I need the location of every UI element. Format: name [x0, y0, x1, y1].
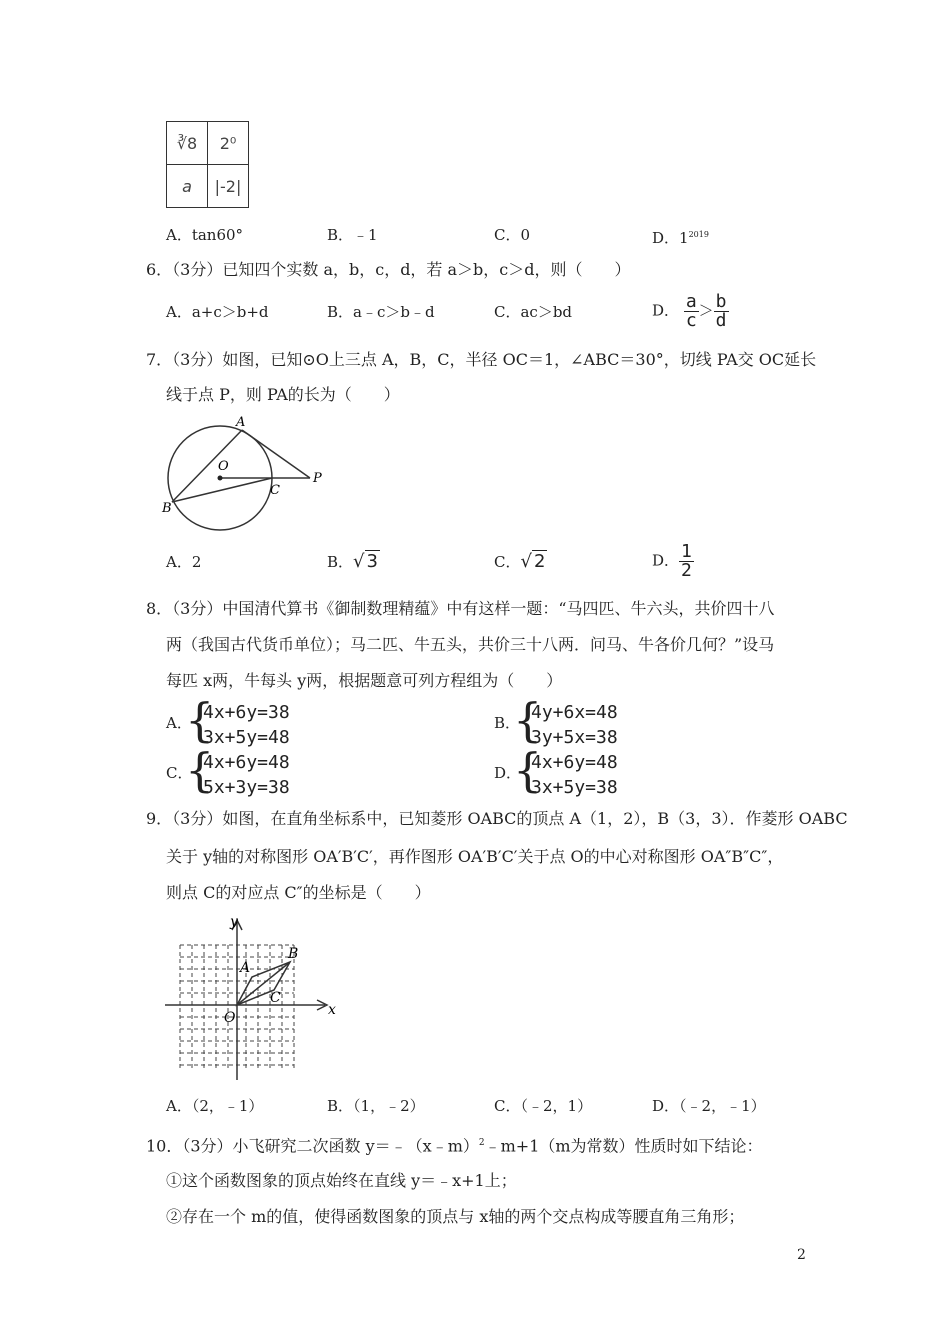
label-c: C: [270, 483, 280, 498]
q9-stem-line3: 则点 C的对应点 C″的坐标是（ ）: [166, 883, 431, 902]
q7-option-a: A．2: [166, 553, 202, 571]
q9-stem-line2: 关于 y轴的对称图形 OA′B′C′，再作图形 OA′B′C′关于点 O的中心对称图形 OA″B″C″，: [166, 847, 784, 866]
q5-option-b: B．﹣1: [327, 226, 378, 244]
q9-option-c: C．（﹣2，1）: [494, 1097, 593, 1115]
q8-option-a-label: A．: [166, 714, 192, 732]
q8-option-b-brace: {: [513, 693, 543, 747]
center-dot: [218, 476, 223, 481]
q9-option-a: A．（2，﹣1）: [166, 1097, 264, 1115]
q6-option-b: B．a﹣c＞b﹣d: [327, 303, 435, 321]
label-o: O: [224, 1010, 236, 1026]
label-b: B: [288, 946, 299, 962]
q7-circle-figure: [160, 412, 340, 532]
q6-stem: 6．（3分）已知四个实数 a，b，c，d，若 a＞b，c＞d，则（ ）: [146, 260, 631, 279]
q8-stem-line3: 每匹 x两，牛每头 y两，根据题意可列方程组为（ ）: [166, 671, 563, 690]
segment-bc: [172, 478, 272, 502]
q9-coordinate-figure: [160, 910, 350, 1085]
q7-option-c: C．√ 2: [494, 551, 546, 572]
q5-option-a: A．tan60°: [166, 226, 244, 244]
q9-stem-line1: 9．（3分）如图，在直角坐标系中，已知菱形 OABC的顶点 A（1，2），B（3，3）．作菱形 OABC: [146, 809, 848, 828]
q8-option-b-system: 4y+6x=48 3y+5x=38: [531, 702, 618, 748]
q8-option-b-label: B．: [494, 714, 521, 732]
q5-cell-2pow0: 2⁰: [208, 122, 249, 165]
q9-option-b: B．（1，﹣2）: [327, 1097, 425, 1115]
q5-cell-cbrt8: ∛8: [167, 122, 208, 165]
q8-stem-line2: 两（我国古代货币单位）；马二匹、牛五头，共价三十八两．问马、牛各价几何？”设马: [166, 635, 775, 654]
segment-ba: [172, 430, 242, 502]
q7-stem-line1: 7．（3分）如图，已知⊙O上三点 A，B，C，半径 OC＝1，∠ABC＝30°，切线 PA交 OC延长: [146, 350, 817, 369]
q9-option-d: D．（﹣2，﹣1）: [652, 1097, 766, 1115]
segment-ap: [242, 430, 310, 478]
q6-option-a: A．a+c＞b+d: [166, 303, 269, 321]
label-y: y: [230, 914, 238, 930]
label-a: A: [236, 415, 246, 430]
q7-option-d: D． $\frac{1}{2}$: [652, 541, 692, 581]
q8-option-d-brace: {: [513, 743, 543, 797]
q8-option-d-system: 4x+6y=48 3x+5y=38: [531, 752, 618, 798]
q5-cell-abs: |-2|: [208, 165, 249, 208]
label-o: O: [218, 459, 229, 474]
q5-table: [166, 121, 249, 208]
q8-option-d-label: D．: [494, 764, 522, 782]
q7-option-b: B．√ 3: [327, 551, 378, 572]
q10-item-1: ①这个函数图象的顶点始终在直线 y＝﹣x+1上；: [166, 1171, 517, 1190]
q8-option-c-system: 4x+6y=48 5x+3y=38: [203, 752, 290, 798]
label-x: x: [328, 1002, 336, 1018]
label-c: C: [270, 990, 281, 1006]
q5-option-c: C．0: [494, 226, 531, 244]
q6-option-c: C．ac＞bd: [494, 303, 573, 321]
q10-stem: 10．（3分）小飞研究二次函数 y＝﹣（x﹣m）$^2$﹣m+1（m为常数）性质时如下结论：: [146, 1136, 763, 1156]
q10-item-2: ②存在一个 m的值，使得函数图象的顶点与 x轴的两个交点构成等腰直角三角形；: [166, 1207, 745, 1226]
q8-option-c-brace: {: [185, 743, 215, 797]
q7-stem-line2: 线于点 P，则 PA的长为（ ）: [166, 385, 400, 404]
q8-option-a-system: 4x+6y=38 3x+5y=48: [203, 702, 290, 748]
label-a: A: [240, 960, 251, 976]
label-p: P: [313, 471, 322, 486]
q8-stem-line1: 8．（3分）中国清代算书《御制数理精蕴》中有这样一题：“马四匹、牛六头，共价四十八: [146, 599, 775, 618]
q6-option-d: D． $\frac{a}{c}$ ＞ $\frac{b}{d}$: [652, 291, 727, 331]
q8-option-c-label: C．: [166, 764, 193, 782]
page-number: 2: [797, 1247, 806, 1263]
q5-option-d: D．$1^{2019}$: [652, 229, 709, 247]
label-b: B: [162, 501, 172, 516]
q8-option-a-brace: {: [185, 693, 215, 747]
q5-cell-a: a: [167, 165, 208, 208]
